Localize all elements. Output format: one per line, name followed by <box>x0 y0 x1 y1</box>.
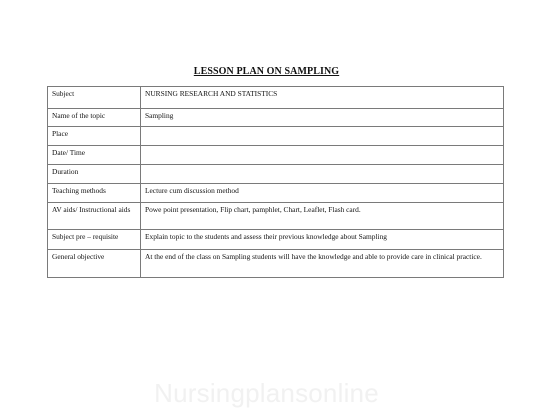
row-label-prerequisite: Subject pre – requisite <box>48 230 141 250</box>
row-label-topic: Name of the topic <box>48 109 141 127</box>
row-label-duration: Duration <box>48 165 141 184</box>
row-value-date-time <box>141 146 504 165</box>
row-label-teaching-methods: Teaching methods <box>48 184 141 203</box>
row-value-teaching-methods: Lecture cum discussion method <box>141 184 504 203</box>
row-value-general-objective: At the end of the class on Sampling students will have the knowledge and able to provide care in clinical practice. <box>141 250 504 278</box>
table-row-duration <box>48 165 504 184</box>
table-row-teaching-methods <box>48 184 504 203</box>
lesson-plan-table <box>47 86 504 278</box>
row-label-date-time: Date/ Time <box>48 146 141 165</box>
table-row-general-objective <box>48 250 504 278</box>
row-value-prerequisite: Explain topic to the students and assess their previous knowledge about Sampling <box>141 230 504 250</box>
row-value-place <box>141 127 504 146</box>
document-title: LESSON PLAN ON SAMPLING <box>193 66 340 77</box>
row-value-subject: NURSING RESEARCH AND STATISTICS <box>141 87 504 109</box>
table-row-date-time <box>48 146 504 165</box>
table-row-place <box>48 127 504 146</box>
row-value-av-aids: Powe point presentation, Flip chart, pamphlet, Chart, Leaflet, Flash card. <box>141 203 504 230</box>
table-row-prerequisite <box>48 230 504 250</box>
table-row-av-aids <box>48 203 504 230</box>
row-value-duration <box>141 165 504 184</box>
row-label-subject: Subject <box>48 87 141 109</box>
row-label-general-objective: General objective <box>48 250 141 278</box>
table-row-subject <box>48 87 504 109</box>
row-label-av-aids: AV aids/ Instructional aids <box>48 203 141 230</box>
row-label-place: Place <box>48 127 141 146</box>
row-value-topic: Sampling <box>141 109 504 127</box>
table-row-topic <box>48 109 504 127</box>
watermark: Nursingplansonline <box>154 378 379 408</box>
